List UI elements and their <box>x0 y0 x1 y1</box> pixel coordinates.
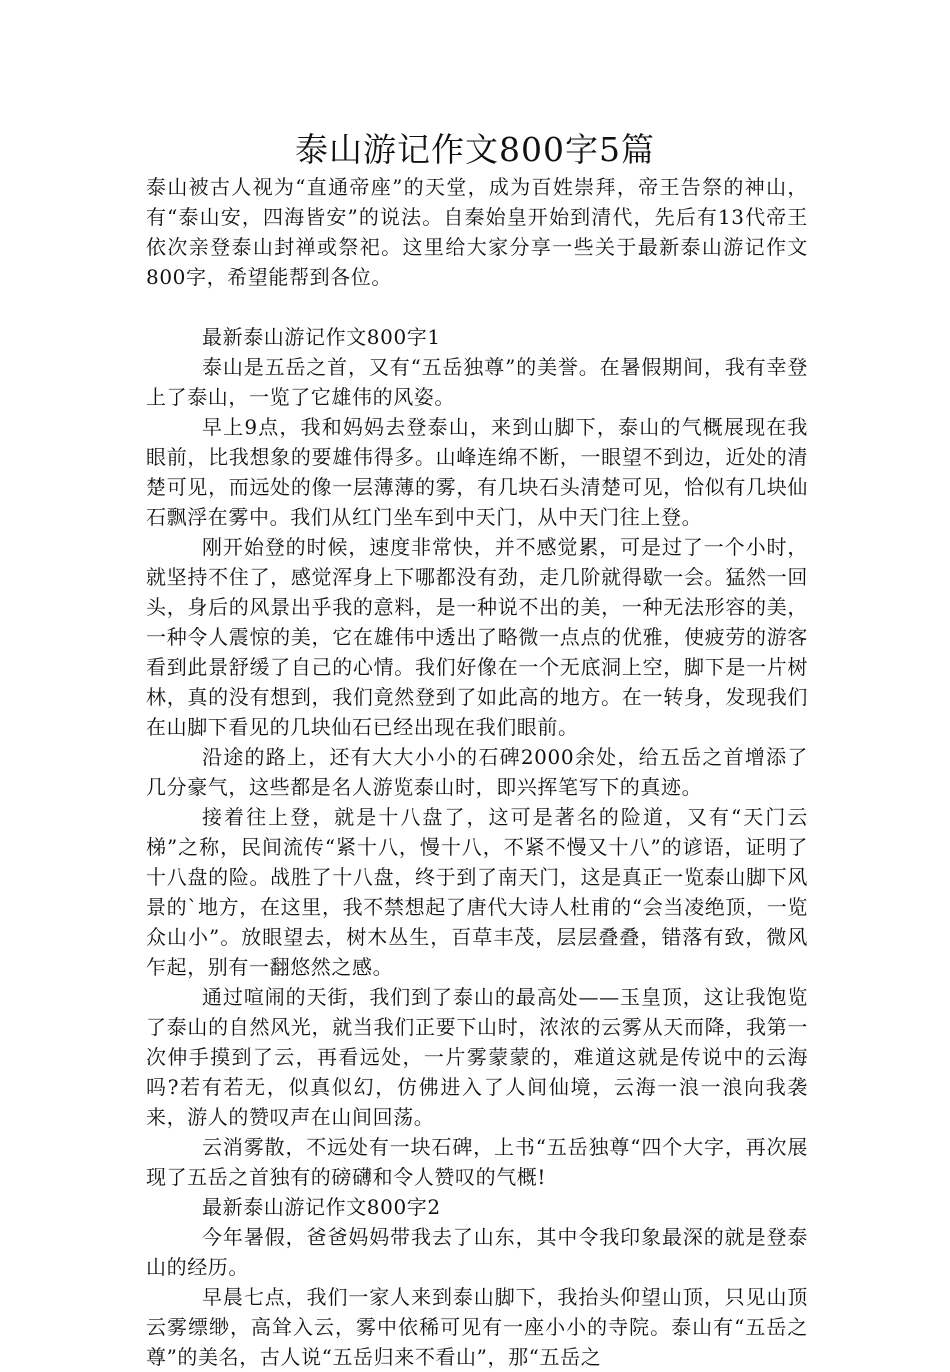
paragraph: 刚开始登的时候，速度非常快，并不感觉累，可是过了一个小时，就坚持不住了，感觉浑身上下哪都没有劲，走几阶就得歇一会。猛然一回头，身后的风景出乎我的意料，是一种说不出的美，一种无法形容的美，一种令人震惊的美，它在雄伟中透出了略微一点点的优雅，使疲劳的游客看到此景舒缓了自己的心情。我们好像在一个无底洞上空，脚下是一片树林，真的没有想到，我们竟然登到了如此高的地方。在一转身，发现我们在山脚下看见的几块仙石已经出现在我们眼前。 <box>146 535 808 739</box>
paragraph: 今年暑假，爸爸妈妈带我去了山东，其中令我印象最深的就是登泰山的经历。 <box>146 1225 808 1279</box>
paragraph: 早上9点，我和妈妈去登泰山，来到山脚下，泰山的气概展现在我眼前，比我想象的要雄伟得多。山峰连绵不断，一眼望不到边，近处的清楚可见，而远处的像一层薄薄的雾，有几块石头清楚可见，恰似有几块仙石飘浮在雾中。我们从红门坐车到中天门，从中天门往上登。 <box>146 415 808 529</box>
document-body <box>146 172 808 1372</box>
document-title: 泰山游记作文800字5篇 <box>295 130 655 169</box>
intro-paragraph: 泰山被古人视为“直通帝座”的天堂，成为百姓崇拜，帝王告祭的神山，有“泰山安，四海皆安”的说法。自秦始皇开始到清代，先后有13代帝王依次亲登泰山封禅或祭祀。这里给大家分享一些关于最新泰山游记作文800字，希望能帮到各位。 <box>146 175 808 289</box>
paragraph: 通过喧闹的天街，我们到了泰山的最高处——玉皇顶，这让我饱览了泰山的自然风光，就当我们正要下山时，浓浓的云雾从天而降，我第一次伸手摸到了云，再看远处，一片雾蒙蒙的，难道这就是传说中的云海吗?若有若无，似真似幻，仿佛进入了人间仙境，云海一浪一浪向我袭来，游人的赞叹声在山间回荡。 <box>146 985 808 1129</box>
paragraph: 接着往上登，就是十八盘了，这可是著名的险道，又有“天门云梯”之称，民间流传“紧十八，慢十八，不紧不慢又十八”的谚语，证明了十八盘的险。战胜了十八盘，终于到了南天门，这是真正一览泰山脚下风景的`地方，在这里，我不禁想起了唐代大诗人杜甫的“会当凌绝顶，一览众山小”。放眼望去，树木丛生，百草丰茂，层层叠叠，错落有致，微风乍起，别有一翻悠然之感。 <box>146 805 808 979</box>
section-heading-2: 最新泰山游记作文800字2 <box>202 1195 441 1219</box>
section-heading-1: 最新泰山游记作文800字1 <box>202 325 441 349</box>
paragraph: 沿途的路上，还有大大小小的石碑2000余处，给五岳之首增添了几分豪气，这些都是名人游览泰山时，即兴挥笔写下的真迹。 <box>146 745 808 799</box>
paragraph: 泰山是五岳之首，又有“五岳独尊”的美誉。在暑假期间，我有幸登上了泰山，一览了它雄伟的风姿。 <box>146 355 808 409</box>
paragraph: 早晨七点，我们一家人来到泰山脚下，我抬头仰望山顶，只见山顶云雾缥缈，高耸入云，雾中依稀可见有一座小小的寺院。泰山有“五岳之尊”的美名，古人说“五岳归来不看山”，那“五岳之 <box>146 1285 808 1369</box>
paragraph: 云消雾散，不远处有一块石碑，上书“五岳独尊“四个大字，再次展现了五岳之首独有的磅礴和令人赞叹的气概! <box>146 1135 808 1189</box>
